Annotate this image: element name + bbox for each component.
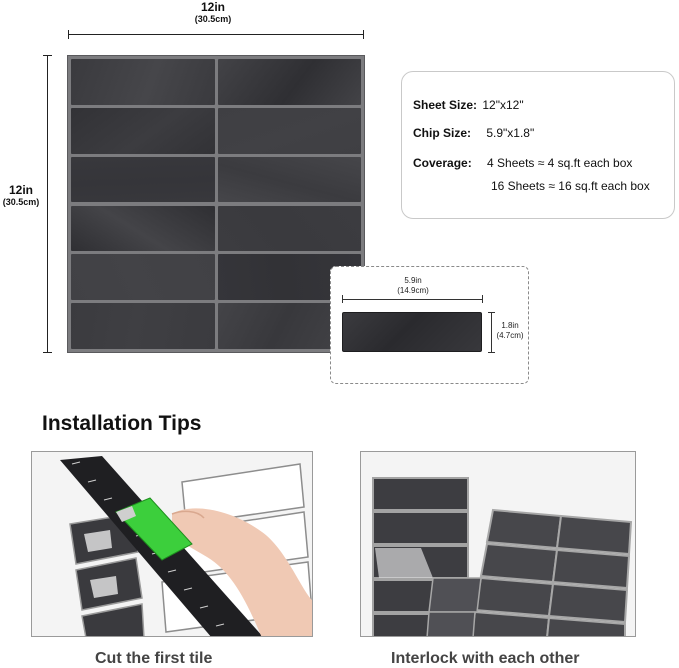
chip-width-label bbox=[383, 276, 443, 296]
tile-chip bbox=[71, 157, 215, 203]
interlock-caption: Interlock with each other bbox=[391, 650, 580, 667]
tile-chip bbox=[71, 206, 215, 252]
chip-height-tick-bottom bbox=[488, 352, 495, 353]
tile-chip bbox=[218, 206, 362, 252]
chip-size-label: Chip Size: bbox=[413, 126, 472, 140]
left-dimension-tick-top bbox=[43, 55, 52, 56]
top-dimension-tick-right bbox=[363, 30, 364, 39]
chip-sample-image bbox=[342, 312, 482, 352]
chip-width-tick-left bbox=[342, 295, 343, 303]
left-dimension-label bbox=[0, 183, 42, 208]
chip-width-inches: 5.9in bbox=[404, 276, 422, 285]
top-dimension-inches: 12in bbox=[200, 0, 225, 14]
tile-chip bbox=[71, 59, 215, 105]
chip-height-line bbox=[491, 312, 492, 352]
tile-chip bbox=[218, 108, 362, 154]
chip-width-cm: (14.9cm) bbox=[397, 286, 429, 295]
chip-size-value: 5.9"x1.8" bbox=[486, 126, 535, 140]
sheet-size-row bbox=[413, 98, 524, 112]
interlock-illustration bbox=[361, 452, 636, 637]
tile-chip bbox=[218, 157, 362, 203]
coverage-line-1: 4 Sheets ≈ 4 sq.ft each box bbox=[487, 156, 633, 170]
coverage-line-2: 16 Sheets ≈ 16 sq.ft each box bbox=[491, 179, 650, 193]
left-dimension-inches: 12in bbox=[8, 183, 33, 197]
chip-detail-box bbox=[330, 266, 529, 384]
left-dimension-line bbox=[47, 56, 48, 352]
left-dimension-tick-bottom bbox=[43, 352, 52, 353]
chip-height-label bbox=[493, 321, 527, 341]
chip-height-inches: 1.8in bbox=[501, 321, 519, 330]
coverage-label: Coverage: bbox=[413, 156, 472, 170]
chip-height-cm: (4.7cm) bbox=[496, 331, 524, 340]
tile-chip bbox=[218, 59, 362, 105]
coverage-row bbox=[413, 156, 632, 170]
top-dimension-label bbox=[178, 0, 248, 25]
top-dimension-line bbox=[69, 34, 364, 35]
interlock-photo bbox=[360, 451, 636, 637]
chip-width-line bbox=[342, 299, 482, 300]
top-dimension-cm: (30.5cm) bbox=[194, 14, 232, 24]
cut-tile-illustration bbox=[32, 452, 313, 637]
top-dimension-tick-left bbox=[68, 30, 69, 39]
cut-first-tile-caption: Cut the first tile bbox=[95, 650, 213, 667]
sheet-size-value: 12"x12" bbox=[482, 98, 524, 112]
tile-sheet-image bbox=[67, 55, 365, 353]
tile-chip bbox=[71, 108, 215, 154]
cut-first-tile-photo bbox=[31, 451, 313, 637]
chip-height-tick-top bbox=[488, 312, 495, 313]
chip-width-tick-right bbox=[482, 295, 483, 303]
chip-size-row bbox=[413, 126, 534, 140]
sheet-size-label: Sheet Size: bbox=[413, 98, 478, 112]
tile-chip bbox=[71, 303, 215, 349]
tile-chip bbox=[71, 254, 215, 300]
spec-card bbox=[401, 71, 675, 219]
left-dimension-cm: (30.5cm) bbox=[2, 197, 40, 207]
installation-tips-title: Installation Tips bbox=[42, 412, 202, 435]
